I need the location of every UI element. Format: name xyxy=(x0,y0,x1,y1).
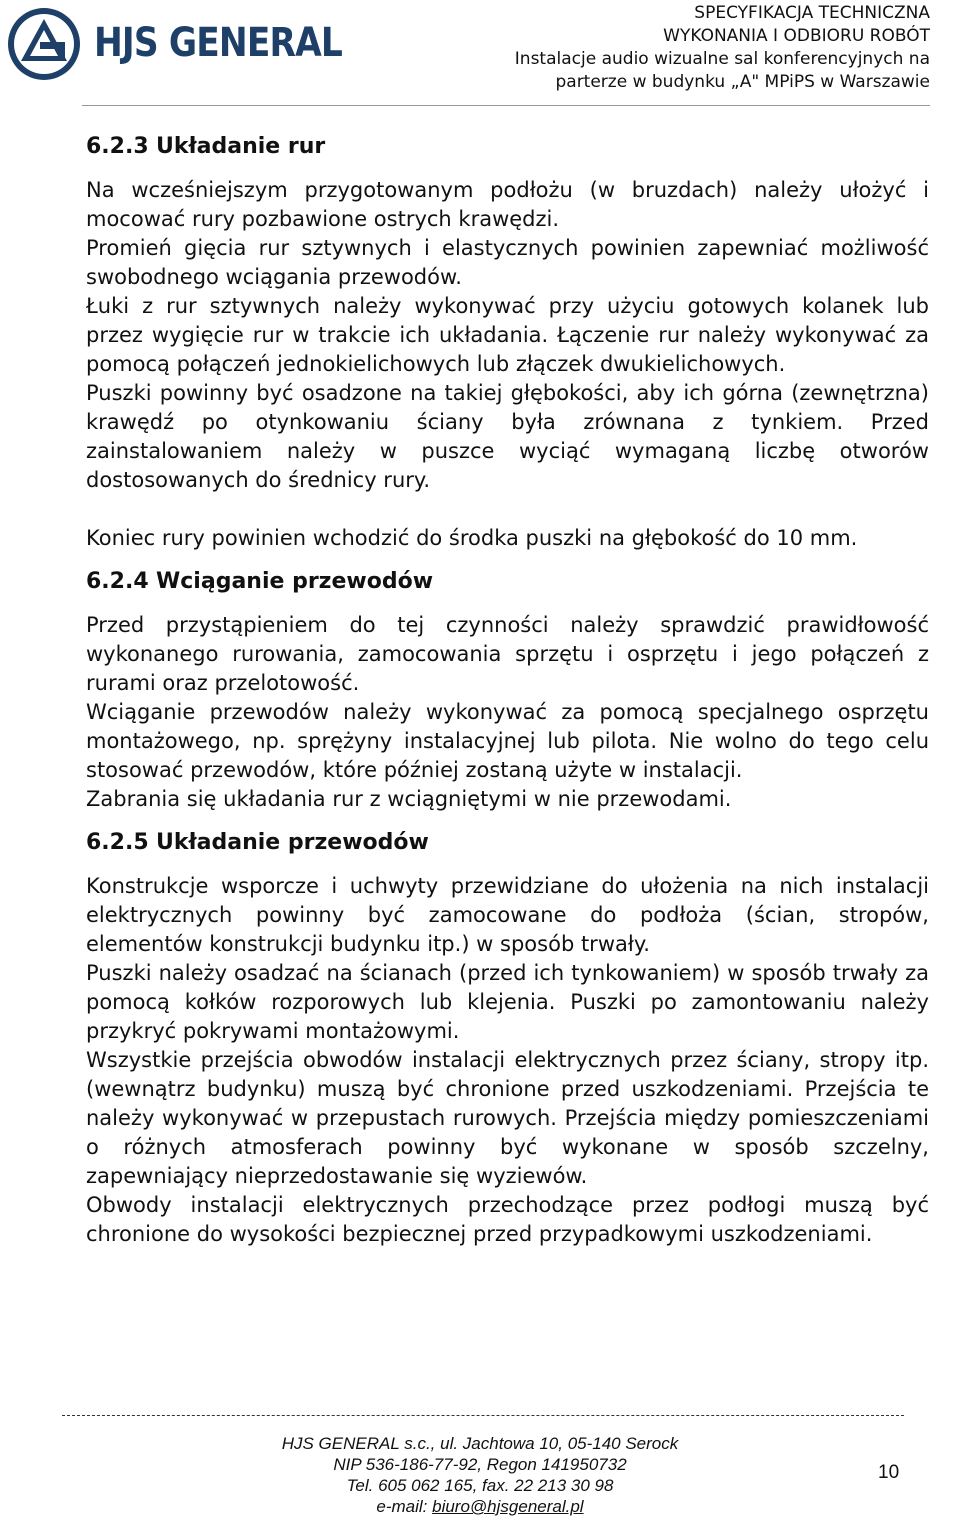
document-title-block xyxy=(515,2,930,94)
section-heading xyxy=(86,828,929,857)
section-6-2-4 xyxy=(86,567,929,814)
page-footer xyxy=(0,1433,960,1517)
section-6-2-3 xyxy=(86,132,929,553)
paragraph: Obwody instalacji elektrycznych przechodzące przez podłogi muszą być chronione do wysokości bezpiecznej przed przypadkowymi uszkodzeniami. xyxy=(86,1193,929,1246)
section-number: 6.2.4 xyxy=(86,569,149,594)
section-title: Układanie rur xyxy=(156,134,326,159)
section-number: 6.2.3 xyxy=(86,134,149,159)
section-number: 6.2.5 xyxy=(86,830,149,855)
footer-email-link[interactable]: biuro@hjsgeneral.pl xyxy=(432,1497,584,1516)
paragraph: Łuki z rur sztywnych należy wykonywać przy użyciu gotowych kolanek lub przez wygięcie rur w trakcie ich układania. Łączenie rur należy wykonywać za pomocą połączeń jednokielichowych lub złączek dwukielichowych. xyxy=(86,294,929,376)
paragraph: Konstrukcje wsporcze i uchwyty przewidziane do ułożenia na nich instalacji elektrycznych powinny być zamocowane do podłoża (ścian, stropów, elementów konstrukcji budynku itp.) w sposób trwały. xyxy=(86,874,929,956)
page-header xyxy=(0,0,960,112)
footer-email-label: e-mail: xyxy=(376,1497,433,1516)
logo-emblem-icon xyxy=(4,6,86,84)
footer-phone: Tel. 605 062 165, fax. 22 213 30 98 xyxy=(346,1476,614,1495)
paragraph: Zabrania się układania rur z wciągniętymi w nie przewodami. xyxy=(86,787,732,811)
paragraph: Promień gięcia rur sztywnych i elastycznych powinien zapewniać możliwość swobodnego wciągania przewodów. xyxy=(86,236,929,289)
footer-divider xyxy=(62,1415,904,1416)
section-title: Układanie przewodów xyxy=(156,830,429,855)
page-number: 10 xyxy=(878,1462,900,1483)
document-body xyxy=(86,132,929,1249)
section-heading xyxy=(86,132,929,161)
header-line: SPECYFIKACJA TECHNICZNA xyxy=(694,3,930,23)
paragraph: Przed przystąpieniem do tej czynności należy sprawdzić prawidłowość wykonanego rurowania, zamocowania sprzętu i osprzętu i jego połączeń z rurami oraz przelotowość. xyxy=(86,613,929,695)
paragraph: Koniec rury powinien wchodzić do środka puszki na głębokość do 10 mm. xyxy=(86,526,858,550)
section-heading xyxy=(86,567,929,596)
paragraph: Wszystkie przejścia obwodów instalacji elektrycznych przez ściany, stropy itp. (wewnątrz budynku) muszą być chronione przed uszkodzeniami. Przejścia te należy wykonywać w przepustach rurowych. Przejścia między pomieszczeniami o różnych atmosferach powinny być wykonane w sposób szczelny, zapewniający nieprzedostawanie się wyziewów. xyxy=(86,1048,929,1188)
section-title: Wciąganie przewodów xyxy=(156,569,434,594)
header-divider xyxy=(82,105,930,106)
header-line: WYKONANIA I ODBIORU ROBÓT xyxy=(663,26,930,46)
paragraph: Na wcześniejszym przygotowanym podłożu (w bruzdach) należy ułożyć i mocować rury pozbawione ostrych krawędzi. xyxy=(86,178,929,231)
footer-email-line xyxy=(0,1496,960,1517)
header-line: Instalacje audio wizualne sal konferencyjnych na xyxy=(514,49,930,69)
footer-company: HJS GENERAL s.c., ul. Jachtowa 10, 05-140 Serock xyxy=(281,1434,679,1453)
logo-text: HJS GENERAL xyxy=(94,20,342,66)
paragraph: Puszki należy osadzać na ścianach (przed ich tynkowaniem) w sposób trwały za pomocą kołków rozporowych lub klejenia. Puszki po zamontowaniu należy przykryć pokrywami montażowymi. xyxy=(86,961,929,1043)
paragraph: Wciąganie przewodów należy wykonywać za pomocą specjalnego osprzętu montażowego, np. sprężyny instalacyjnej lub pilota. Nie wolno do tego celu stosować przewodów, które później zostaną użyte w instalacji. xyxy=(86,700,929,782)
section-6-2-5 xyxy=(86,828,929,1249)
company-logo xyxy=(4,6,342,82)
paragraph: Puszki powinny być osadzone na takiej głębokości, aby ich górna (zewnętrzna) krawędź po otynkowaniu ściany była zrównana z tynkiem. Przed zainstalowaniem należy w puszce wyciąć wymaganą liczbę otworów dostosowanych do średnicy rury. xyxy=(86,381,929,492)
footer-ids: NIP 536-186-77-92, Regon 141950732 xyxy=(333,1455,627,1474)
header-line: parterze w budynku „A" MPiPS w Warszawie xyxy=(555,72,930,92)
